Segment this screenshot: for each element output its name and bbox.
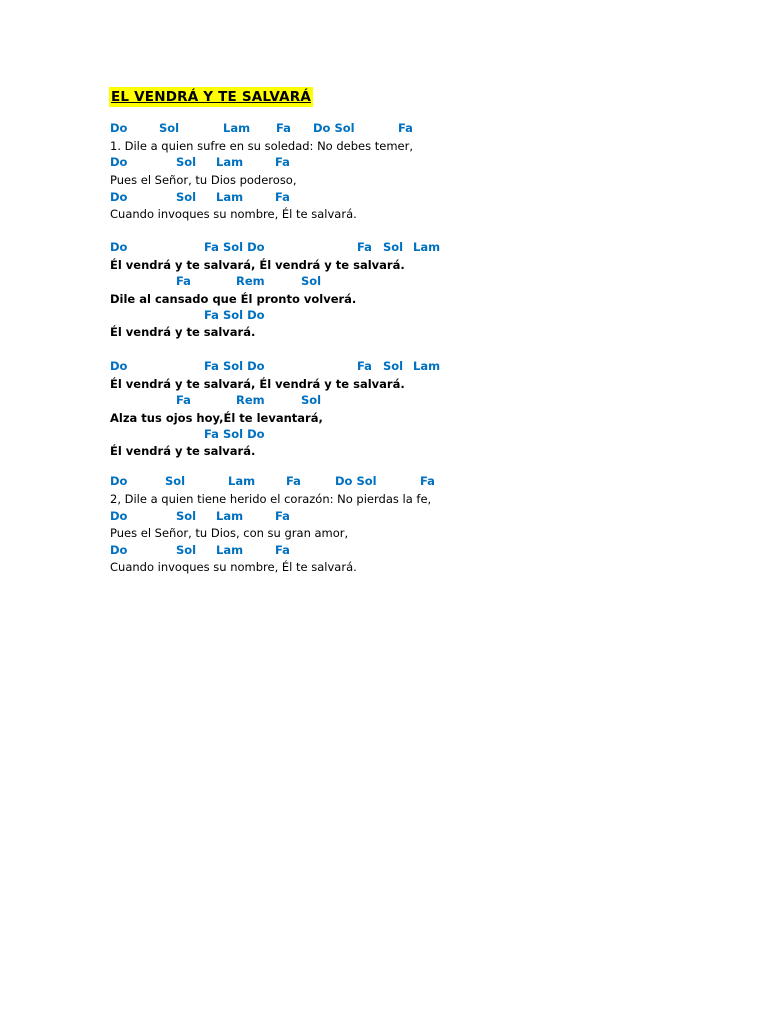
chord: Sol [383,240,404,254]
chord: Fa [176,274,191,288]
chord: Fa Sol Do [204,308,265,322]
chord: Fa [286,474,301,488]
chord: Sol [301,274,322,288]
chord: Do Sol [335,474,377,488]
lyric-line: Él vendrá y te salvará. [110,325,256,339]
lyric-line: Él vendrá y te salvará, Él vendrá y te salvará. [110,377,405,391]
chord: Do [110,543,128,557]
chord: Sol [176,155,197,169]
chord: Fa [357,240,372,254]
chord: Fa Sol Do [204,427,265,441]
chord: Rem [236,274,265,288]
lyric-line: Pues el Señor, tu Dios, con su gran amor, [110,526,349,540]
lyric-line: Cuando invoques su nombre, Él te salvará. [110,560,357,574]
chord: Do [110,509,128,523]
lyric-line: Alza tus ojos hoy,Él te levantará, [110,411,323,425]
chord: Do [110,240,128,254]
chord: Fa [176,393,191,407]
chord: Lam [216,543,244,557]
chord: Rem [236,393,265,407]
chord: Fa Sol Do [204,359,265,373]
chord: Sol [176,190,197,204]
chord: Lam [216,190,244,204]
lyric-line: Él vendrá y te salvará. [110,444,256,458]
chord: Sol [301,393,322,407]
chord: Fa [398,121,413,135]
song-title: EL VENDRÁ Y TE SALVARÁ [111,89,311,105]
chord: Fa [275,509,290,523]
chord: Sol [159,121,180,135]
lyric-line: 1. Dile a quien sufre en su soledad: No debes temer, [110,139,414,153]
chord: Fa [357,359,372,373]
lyric-line: 2, Dile a quien tiene herido el corazón: No pierdas la fe, [110,492,432,506]
chord: Fa [275,155,290,169]
chord: Lam [216,155,244,169]
chord: Lam [413,359,441,373]
chord: Do [110,359,128,373]
chord: Do [110,121,128,135]
chord: Do [110,190,128,204]
chord: Sol [165,474,186,488]
chord: Fa [420,474,435,488]
chord: Lam [413,240,441,254]
lyric-line: Él vendrá y te salvará, Él vendrá y te salvará. [110,258,405,272]
chord: Lam [223,121,251,135]
chord: Do Sol [313,121,355,135]
lyric-line: Dile al cansado que Él pronto volverá. [110,292,357,306]
lyric-line: Pues el Señor, tu Dios poderoso, [110,173,297,187]
chord: Fa Sol Do [204,240,265,254]
chord: Fa [275,543,290,557]
chord: Sol [383,359,404,373]
chord: Sol [176,509,197,523]
chord: Lam [216,509,244,523]
chord: Do [110,155,128,169]
chord: Do [110,474,128,488]
chord: Fa [275,190,290,204]
chord: Sol [176,543,197,557]
lyric-line: Cuando invoques su nombre, Él te salvará. [110,207,357,221]
chord: Lam [228,474,256,488]
chord: Fa [276,121,291,135]
